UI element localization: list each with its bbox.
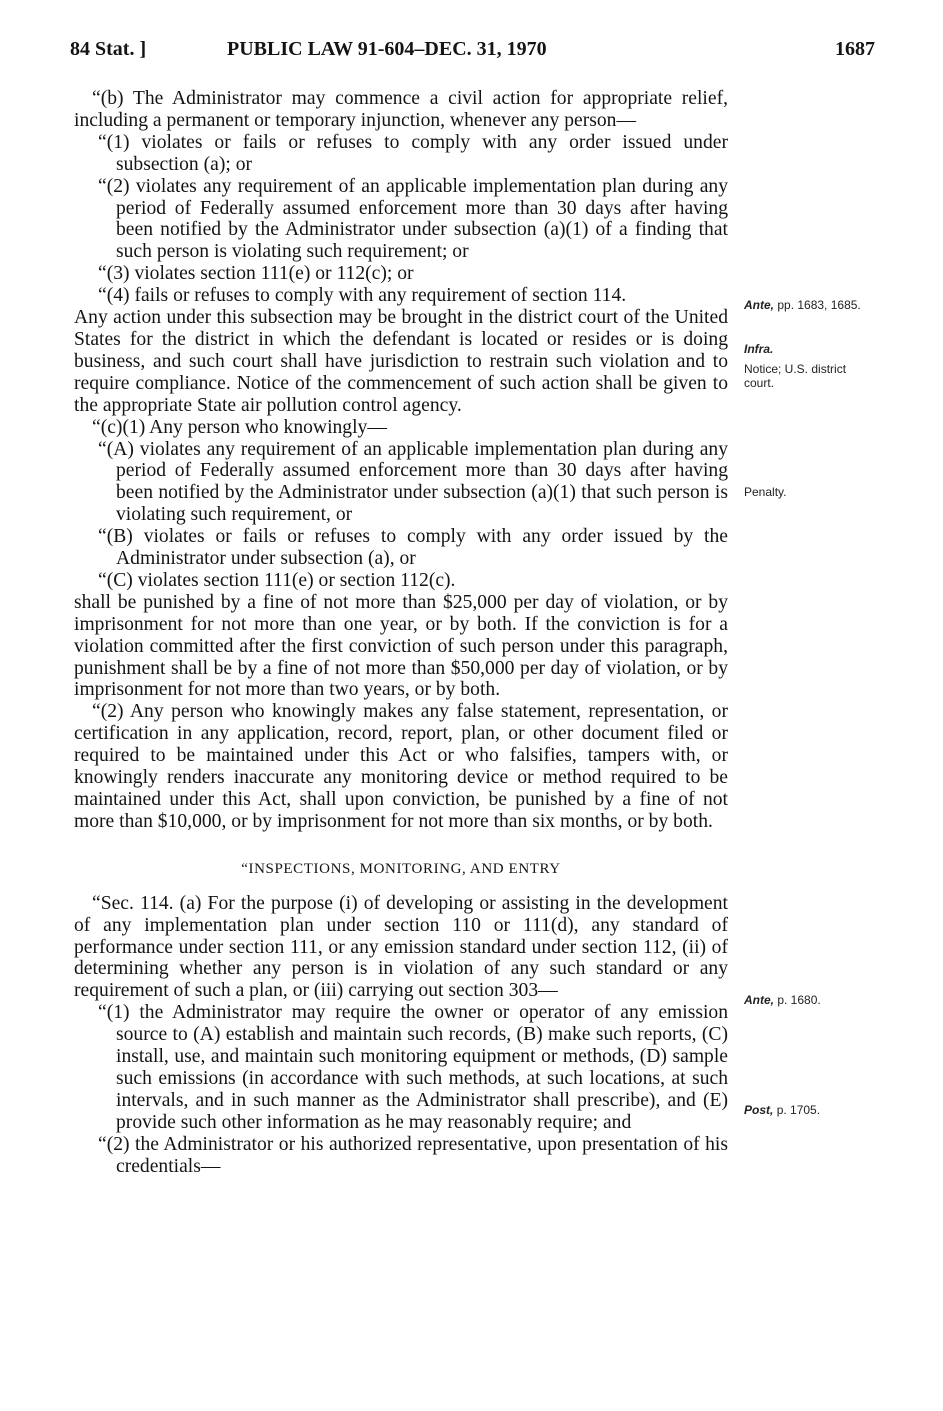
header-title: PUBLIC LAW 91-604–DEC. 31, 1970: [227, 38, 547, 60]
margin-note-ante-label: Ante,: [744, 298, 774, 312]
margin-note-post-label: Post,: [744, 1103, 774, 1117]
margin-note-infra: [744, 342, 864, 356]
item-c-A: “(A) violates any requirement of an applicable implementation plan during any period of Federally assumed enforcement more than 30 days after having been notified by the Administrator under subsection (a)(1) that such person is violating such requirement, or: [98, 438, 728, 526]
section-heading: “INSPECTIONS, MONITORING, AND ENTRY: [241, 860, 561, 877]
margin-note-post-1705: [744, 1103, 864, 1117]
item-b-1: “(1) violates or fails or refuses to comply with any order issued under subsection (a); or: [98, 131, 728, 175]
margin-note-infra-label: Infra.: [744, 342, 774, 356]
margin-note-penalty: Penalty.: [744, 485, 787, 499]
para-sec-114: “Sec. 114. (a) For the purpose (i) of developing or assisting in the development of any implementation plan under section 110 or 111(d), any standard of performance under section 111, or any emission standard under section 112, (ii) of determining whether any person is in violation of any such standard or any requirement of such a plan, or (iii) carrying out section 303—: [74, 892, 728, 1002]
header-stat-ref: 84 Stat. ]: [70, 38, 147, 60]
para-c-1: “(c)(1) Any person who knowingly—: [92, 416, 387, 438]
para-b: “(b) The Administrator may commence a civil action for appropriate relief, including a permanent or temporary injunction, whenever any person—: [74, 88, 728, 131]
body-text: [74, 88, 728, 1178]
margin-note-notice: Notice; U.S. district court.: [744, 362, 847, 390]
item-114-1: “(1) the Administrator may require the owner or operator of any emission source to (A) establish and maintain such records, (B) make such reports, (C) install, use, and maintain such monitoring equipment or methods, (D) sample such emissions (in accordance with such methods, at such locations, at such intervals, and in such manner as the Administrator shall prescribe), and (E) provide such other information as he may reasonably require; and: [98, 1002, 728, 1133]
margin-note-ante-ref-2: p. 1680.: [777, 993, 821, 1007]
page-header: [70, 38, 875, 68]
item-b-3: “(3) violates section 111(e) or 112(c); or: [98, 263, 414, 285]
margin-note-post-ref: p. 1705.: [776, 1103, 821, 1117]
item-b-4: “(4) fails or refuses to comply with any requirement of section 114.: [98, 285, 627, 307]
margin-note-ante-1680: [744, 993, 864, 1007]
para-c-2: “(2) Any person who knowingly makes any false statement, representation, or certification in any application, record, report, plan, or other document filed or required to be maintained under this Act or who falsifies, tampers with, or knowingly renders inaccurate any monitoring device or method required to be maintained under this Act, shall upon conviction, be punished by a fine of not more than $10,000, or by imprisonment for not more than six months, or by both.: [74, 701, 728, 832]
margin-note-ante-label-2: Ante,: [744, 993, 774, 1007]
item-c-C: “(C) violates section 111(e) or section 112(c).: [98, 569, 456, 591]
margin-note-ante-ref: pp. 1683, 1685.: [777, 298, 861, 312]
para-action: Any action under this subsection may be brought in the district court of the United States for the district in which the defendant is located or resides or is doing business, and such court shall have jurisdiction to restrain such violation and to require compliance. Notice of the commencement of such action shall be given to the appropriate State air pollution control agency.: [74, 307, 728, 416]
margin-note-ante-1683: [744, 298, 864, 312]
item-c-B: “(B) violates or fails or refuses to comply with any order issued by the Administrator under subsection (a), or: [98, 526, 728, 570]
page-number: 1687: [835, 38, 875, 60]
item-114-2: “(2) the Administrator or his authorized representative, upon presentation of his credentials—: [98, 1133, 728, 1177]
item-b-2: “(2) violates any requirement of an applicable implementation plan during any period of Federally assumed enforcement more than 30 days after having been notified by the Administrator under subsection (a)(1) of a finding that such person is violating such requirement; or: [98, 175, 728, 263]
para-penalty: shall be punished by a fine of not more than $25,000 per day of violation, or by imprisonment for not more than one year, or by both. If the conviction is for a violation committed after the first conviction of such person under this paragraph, punishment shall be by a fine of not more than $50,000 per day of violation, or by imprisonment for not more than two years, or by both.: [74, 591, 728, 701]
